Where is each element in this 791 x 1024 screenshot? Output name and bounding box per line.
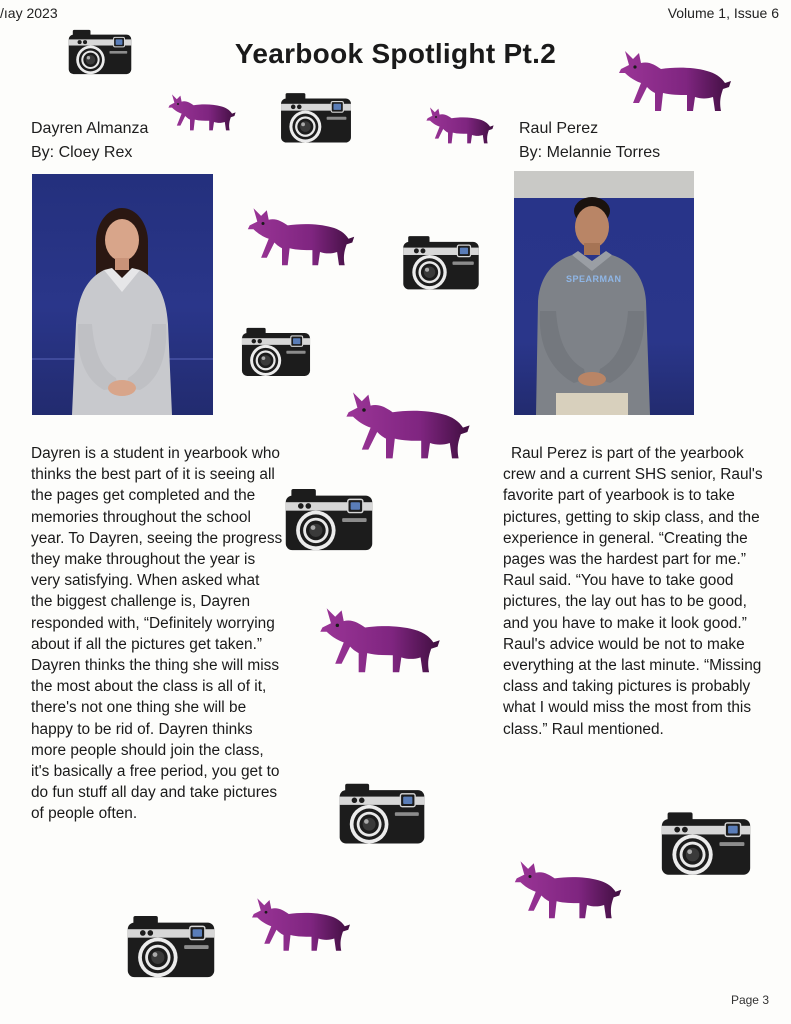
issue-date: /ıay 2023 [0, 5, 58, 21]
left-author: By: Cloey Rex [31, 144, 133, 161]
issue-number: Volume 1, Issue 6 [667, 5, 779, 21]
raul-portrait-figure [514, 171, 694, 415]
camera-icon [658, 803, 754, 887]
wildcat-icon [244, 194, 358, 272]
left-story [31, 443, 285, 825]
right-byline-block [519, 117, 660, 165]
camera-icon [336, 774, 428, 856]
right-story-paragraph: Raul Perez is part of the yearbook crew and a current SHS senior, Raul's favorite part of yearbook is to take pictures, getting to skip class, and the experience in general. “Creating the pages was the hardest part for me.” Raul said. “You have to take good pictures, the lay out has to be good, and you have to make it look good.” Raul's advice would be not to make everything at the last minute. “Missing class and taking pictures is probably what I would miss the most from this class.” Raul mentioned. [503, 445, 763, 738]
dayren-portrait-figure [32, 174, 213, 415]
wildcat-icon [502, 848, 634, 924]
wildcat-icon [244, 886, 358, 956]
camera-icon [66, 24, 134, 82]
camera-icon [400, 230, 482, 298]
left-story-paragraph: Dayren is a student in yearbook who thinks the best part of it is seeing all the pages get completed and the memories throughout the school year. To Dayren, seeing the progress they make throughout the year is very satisfying. When asked what the biggest challenge is, Dayren responded with, “Definitely worrying about if all the pictures get taken.” Dayren thinks the thing she will miss the most about the class is all of it, there's not one thing she will be happy to be rid of. Dayren thinks more people should join the class, it's basically a free period, you get to do fun stuff all day and take pictures of people often. [31, 445, 283, 823]
right-portrait-photo [514, 171, 694, 415]
page-number: Page 3 [730, 993, 769, 1007]
right-author: By: Melannie Torres [519, 144, 661, 161]
page-title: Yearbook Spotlight Pt.2 [234, 38, 557, 69]
wildcat-icon [424, 92, 496, 154]
wildcat-icon [342, 374, 474, 468]
left-portrait-photo [32, 174, 213, 415]
left-subject-name: Dayren Almanza [31, 120, 149, 137]
left-byline-block [31, 117, 148, 165]
camera-icon [124, 906, 218, 990]
camera-icon [278, 86, 354, 152]
wildcat-icon [166, 84, 238, 136]
camera-icon [239, 321, 313, 385]
camera-icon [282, 480, 376, 562]
right-subject-name: Raul Perez [519, 120, 599, 137]
right-story [503, 443, 773, 740]
hoodie-print: SPEARMAN [566, 274, 622, 284]
wildcat-icon [610, 37, 740, 117]
wildcat-icon [316, 586, 444, 686]
